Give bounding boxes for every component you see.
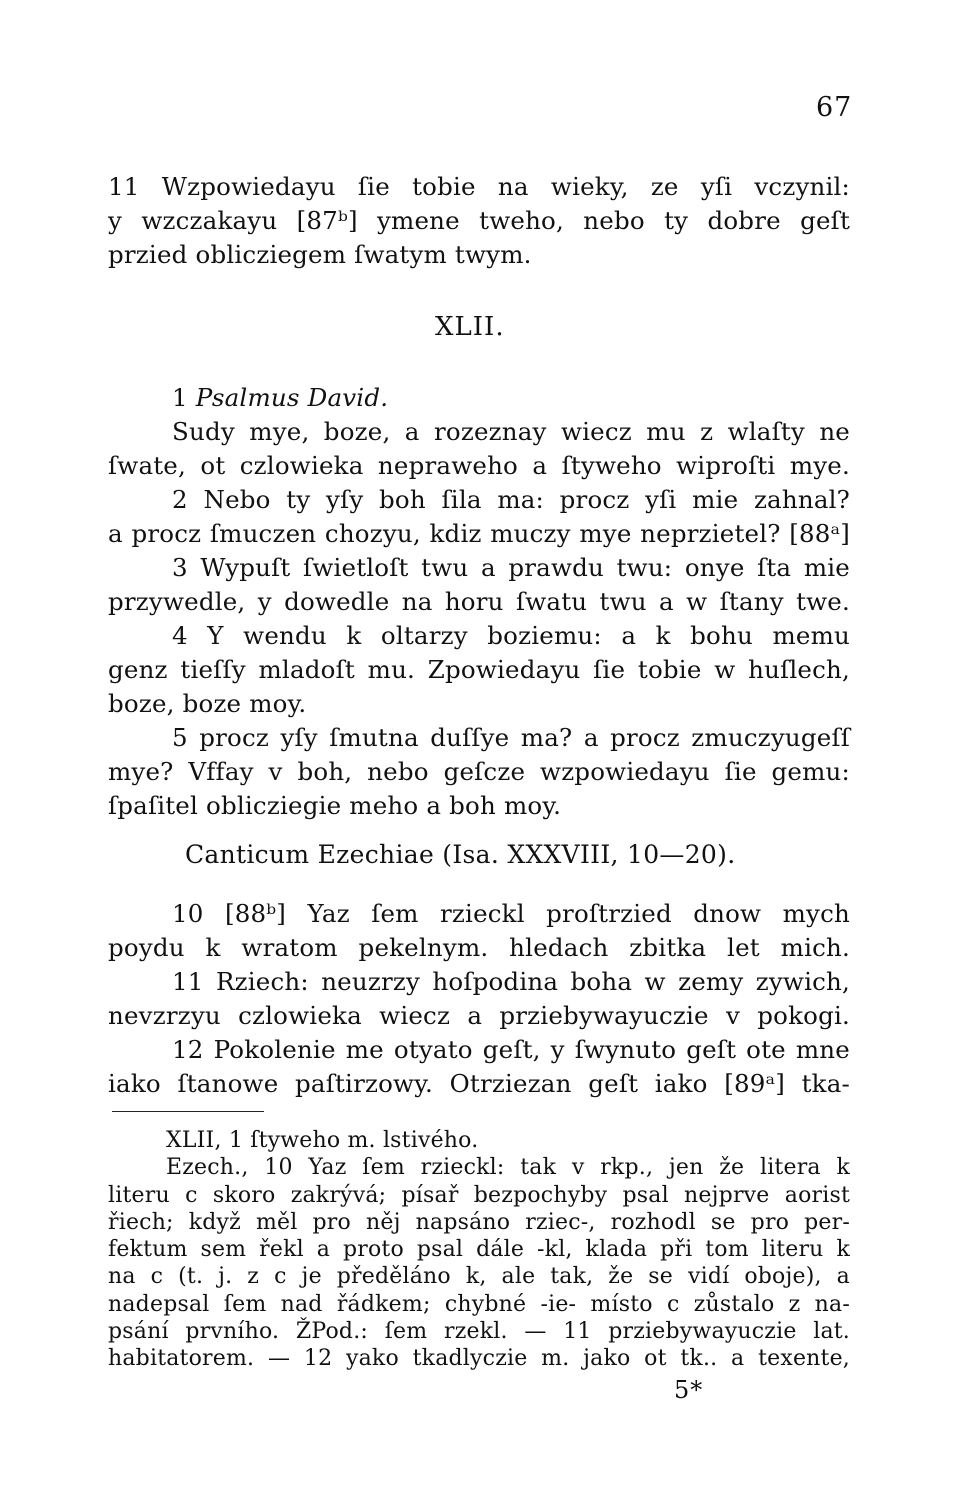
verse-line: 11 Wzpowiedayu ſie tobie na wieky, ze yſi vczynil: xyxy=(108,172,850,201)
footnote-line: XLII, 1 ſtyweho m. lstivého. xyxy=(166,1128,479,1153)
verse-line: 11 Rziech: neuzrzy hoſpodina boha w zemy zywich, xyxy=(172,967,850,996)
verse-line: 12 Pokolenie me otyato geſt, y ſwynuto geſt ote mne xyxy=(172,1035,850,1064)
footnote-line: literu c skoro zakrývá; písař bezpochyby psal nejprve aorist xyxy=(108,1182,850,1208)
verse-line: iako ſtanowe paſtirzowy. Otrziezan geſt iako [89ᵃ] tka- xyxy=(108,1069,850,1098)
verse-line: y wzczakayu [87ᵇ] ymene tweho, nebo ty dobre geſt xyxy=(108,206,850,235)
footnote-line: nadepsal ſem nad řádkem; chybné -ie- místo c zůstalo z na- xyxy=(108,1291,850,1317)
verse-line: genz tieſſy mladoſt mu. Zpowiedayu ſie tobie w huſlech, xyxy=(108,655,850,684)
verse-line: ſwate, ot czlowieka nepraweho a ſtyweho wiproſti mye. xyxy=(108,451,850,480)
verse-line: Sudy mye, boze, a rozeznay wiecz mu z wlaſty ne xyxy=(172,417,850,446)
verse-line: mye? Vffay v boh, nebo geſcze wzpowiedayu ſie gemu: xyxy=(108,757,850,786)
footnote-line: habitatorem. — 12 yako tkadlyczie m. jako ot tk.. a texente, xyxy=(108,1346,850,1372)
verse-line: przywedle, y dowedle na horu ſwatu twu a w ſtany twe. xyxy=(108,587,850,616)
footnote-line: fektum sem řekl a proto psal dále -kl, klada při tom literu k xyxy=(108,1237,850,1263)
verse-line: przied obliczіegem ſwatym twym. xyxy=(108,240,532,269)
verse-line: 4 Y wendu k oltarzy boziemu: a k bohu memu xyxy=(172,621,850,650)
psalm41-ending xyxy=(108,170,850,272)
footnote-line: řiech; když měl pro něj napsáno rziec-, rozhodl se pro per- xyxy=(108,1209,850,1235)
psalm-title-number: 1 xyxy=(172,383,188,412)
signature-mark: 5* xyxy=(674,1376,704,1404)
psalm-number-heading: XLII. xyxy=(435,312,505,342)
verse-line: boze, boze moy. xyxy=(108,689,307,718)
verse-line: nevzrzyu czlowieka wiecz a przіebywayuczie v pokogi. xyxy=(108,1001,850,1030)
verse-line: poydu k wratom pekelnym. hledach zbitka let mich. xyxy=(108,933,850,962)
footnotes xyxy=(108,1127,850,1373)
verse-line: 3 Wypuſt ſwietloſt twu a prawdu twu: onye ſta mie xyxy=(172,553,850,582)
footnote-line: na c (t. j. z c je předěláno k, ale tak, že se vidí oboje), a xyxy=(108,1264,850,1290)
psalm-title-text: Psalmus David. xyxy=(195,383,389,412)
verse-line: 5 procz yſy ſmutna duſſye ma? a procz zmuczyugeſſ xyxy=(172,723,850,752)
footnote-line: psání prvního. ŽPod.: ſem rzekl. — 11 przіebywayuczie lat. xyxy=(108,1319,850,1345)
canticum-body xyxy=(108,897,850,1101)
footnote-line: Ezech., 10 Yaz ſem rzieckl: tak v rkp., jen že litera k xyxy=(166,1155,850,1181)
verse-line: 10 [88ᵇ] Yaz ſem rzieckl proſtrzied dnow mych xyxy=(172,899,850,928)
page-number: 67 xyxy=(816,92,853,123)
psalm42-body xyxy=(108,381,850,823)
psalm-title xyxy=(108,381,850,415)
canticum-heading: Canticum Ezechiae (Isa. XXXVIII, 10—20). xyxy=(185,840,736,869)
verse-line: 2 Nebo ty yſy boh ſila ma: procz yſi mie zahnal? xyxy=(172,485,850,514)
footnote-separator xyxy=(112,1111,264,1112)
verse-line: ſpaſitel obliczіegie meho a boh moy. xyxy=(108,791,562,820)
verse-line: a procz ſmuczen chozyu, kdiz muczy mye neprzietel? [88ᵃ] xyxy=(108,519,850,548)
